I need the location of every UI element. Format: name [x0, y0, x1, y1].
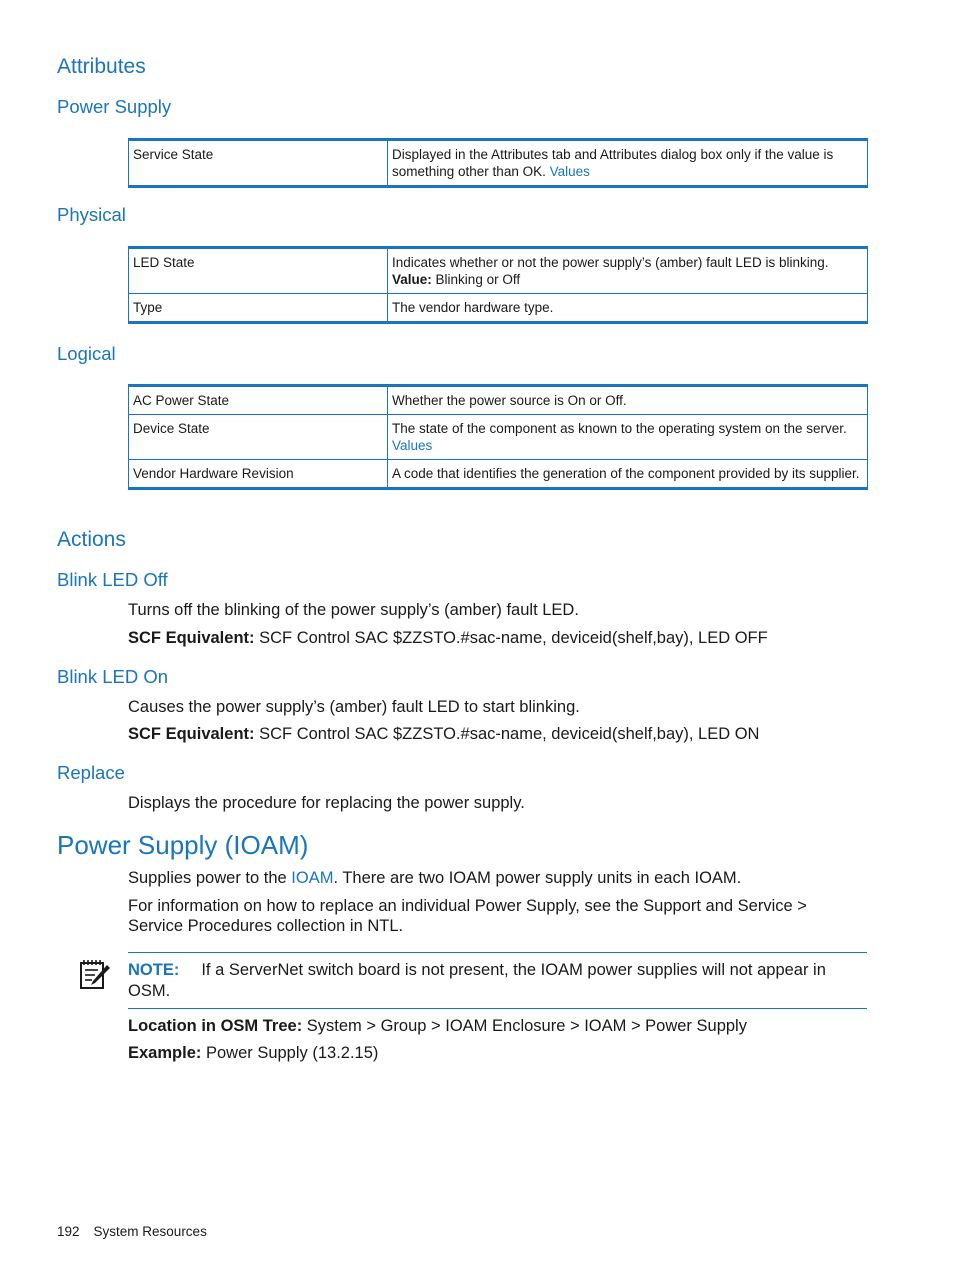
table-row — [129, 294, 868, 323]
power-supply-table — [128, 138, 868, 188]
ioam-paragraph-2-line-2: Service Procedures collection in NTL. — [128, 917, 404, 935]
location-in-osm-tree — [128, 1016, 747, 1036]
replace-description: Displays the procedure for replacing the power supply. — [128, 794, 525, 812]
paragraph-text: . There are two IOAM power supply units in each IOAM. — [333, 869, 742, 887]
attribute-name: Type — [129, 294, 388, 323]
location-label: Location in OSM Tree: — [128, 1017, 303, 1035]
scf-label: SCF Equivalent: — [128, 725, 255, 743]
table-row — [129, 415, 868, 460]
attribute-name: Vendor Hardware Revision — [129, 460, 388, 489]
attribute-name: AC Power State — [129, 386, 388, 415]
table-row — [129, 248, 868, 294]
note-icon — [78, 957, 112, 996]
power-supply-heading: Power Supply — [57, 96, 172, 117]
blink-led-off-heading: Blink LED Off — [57, 569, 168, 590]
description-text: Displayed in the Attributes tab and Attributes dialog box only if the value is something other than OK. — [392, 147, 834, 179]
table-row — [129, 460, 868, 489]
note-bottom-rule — [128, 1008, 867, 1009]
scf-value: SCF Control SAC $ZZSTO.#sac-name, deviceid(shelf,bay), LED OFF — [259, 629, 768, 647]
scf-value: SCF Control SAC $ZZSTO.#sac-name, deviceid(shelf,bay), LED ON — [259, 725, 760, 743]
physical-heading: Physical — [57, 204, 126, 225]
scf-label: SCF Equivalent: — [128, 629, 255, 647]
page-number: 192 — [57, 1224, 80, 1239]
note-label: NOTE: — [128, 961, 180, 979]
logical-heading: Logical — [57, 343, 116, 364]
attribute-name: Device State — [129, 415, 388, 460]
actions-heading: Actions — [57, 528, 126, 551]
location-value: System > Group > IOAM Enclosure > IOAM > Power Supply — [306, 1017, 747, 1035]
example-label: Example: — [128, 1044, 202, 1062]
ioam-paragraph-2-line-1: For information on how to replace an individual Power Supply, see the Support and Service > — [128, 897, 807, 915]
example-value: Power Supply (13.2.15) — [205, 1044, 379, 1062]
note-text: If a ServerNet switch board is not present, the IOAM power supplies will not appear in — [201, 961, 826, 979]
ioam-heading: Power Supply (IOAM) — [57, 830, 309, 860]
attribute-name: Service State — [129, 140, 388, 187]
blink-led-on-description: Causes the power supply’s (amber) fault LED to start blinking. — [128, 698, 580, 716]
attribute-description — [388, 415, 868, 460]
blink-led-off-description: Turns off the blinking of the power supply’s (amber) fault LED. — [128, 601, 579, 619]
paragraph-text: Supplies power to the — [128, 869, 292, 887]
ioam-link[interactable]: IOAM — [291, 869, 334, 887]
note-line-1 — [128, 960, 826, 980]
attribute-description — [388, 248, 868, 294]
attribute-description — [388, 140, 868, 187]
note-top-rule — [128, 952, 867, 953]
replace-heading: Replace — [57, 762, 125, 783]
values-link[interactable]: Values — [392, 438, 433, 453]
attribute-name: LED State — [129, 248, 388, 294]
logical-table — [128, 384, 868, 490]
values-link[interactable]: Values — [549, 164, 590, 179]
attribute-description: The vendor hardware type. — [388, 294, 868, 323]
ioam-paragraph-1 — [128, 868, 741, 888]
attribute-description: A code that identifies the generation of the component provided by its supplier. — [388, 460, 868, 489]
footer-section: System Resources — [93, 1224, 207, 1239]
description-text: Indicates whether or not the power supply’s (amber) fault LED is blinking. — [392, 255, 829, 270]
attribute-description: Whether the power source is On or Off. — [388, 386, 868, 415]
table-row — [129, 140, 868, 187]
blink-led-off-scf — [128, 628, 768, 648]
value-label: Value: — [392, 272, 432, 287]
physical-table — [128, 246, 868, 324]
page-footer — [57, 1223, 207, 1240]
attributes-heading: Attributes — [57, 55, 146, 78]
description-text: The state of the component as known to the operating system on the server. — [392, 421, 847, 436]
blink-led-on-scf — [128, 724, 759, 744]
note-line-2: OSM. — [128, 982, 171, 1000]
example — [128, 1043, 378, 1063]
value-text: Blinking or Off — [435, 272, 521, 287]
blink-led-on-heading: Blink LED On — [57, 666, 169, 687]
table-row — [129, 386, 868, 415]
